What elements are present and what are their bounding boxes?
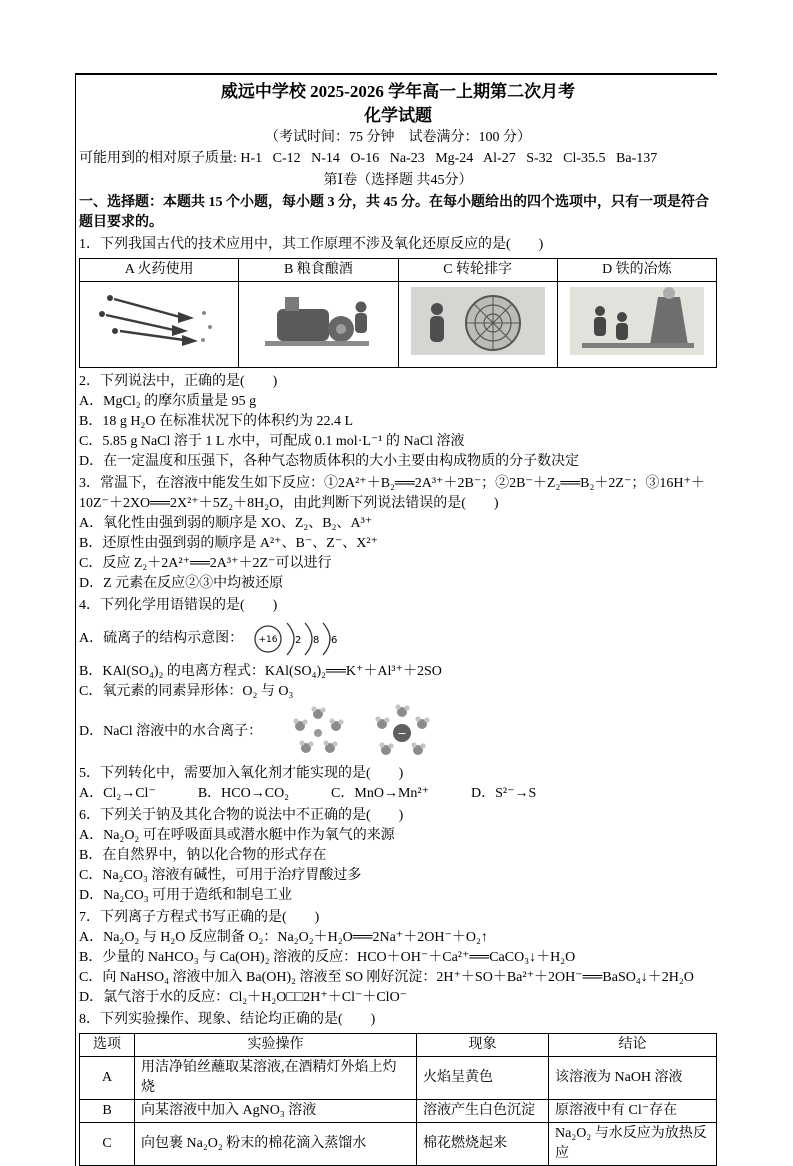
q8-row-c xyxy=(80,1123,717,1166)
q4-option-a-label: A．硫离子的结构示意图： xyxy=(79,631,244,646)
q4-stem: 4．下列化学用语错误的是( ) xyxy=(79,598,278,613)
q8-row-a-option: A xyxy=(80,1057,135,1100)
q6-option-b: B．在自然界中，钠以化合物的形式存在 xyxy=(79,848,327,863)
section-intro: 一、选择题：本题共 15 个小题，每小题 3 分，共 45 分。在每小题给出的四个选项中，只有一项是符合题目要求的。 xyxy=(79,195,709,230)
q6-option-d: D．Na₂CO₃ 可用于造纸和制皂工业 xyxy=(79,888,293,903)
atom-shell-1-label: 2 xyxy=(295,635,302,646)
q7-stem: 7．下列离子方程式书写正确的是( ) xyxy=(79,910,320,925)
q8-stem: 8．下列实验操作、现象、结论均正确的是( ) xyxy=(79,1012,376,1027)
q8-row-c-conclusion: Na₂O₂ 与水反应为放热反应 xyxy=(549,1123,717,1166)
q8-header-operation: 实验操作 xyxy=(135,1034,417,1057)
question-2 xyxy=(79,372,717,472)
q3-option-d: D．Z 元素在反应②③中均被还原 xyxy=(79,576,284,591)
q5-options-line: A．Cl₂→Cl⁻ B．HCO→CO₂ C．MnO→Mn²⁺ D．S²⁻→S xyxy=(79,786,537,801)
q8-header-conclusion: 结论 xyxy=(549,1034,717,1057)
q2-option-a: A．MgCl₂ 的摩尔质量是 95 g xyxy=(79,394,257,409)
question-7 xyxy=(79,908,717,1008)
q1-header-row xyxy=(80,259,717,282)
q6-option-c: C．Na₂CO₃ 溶液有碱性，可用于治疗胃酸过多 xyxy=(79,868,362,883)
q3-stem: 3．常温下，在溶液中能发生如下反应：①2A²⁺＋B₂══2A³⁺＋2B⁻；②2B⁻＋Z₂══B₂＋2Z⁻；③16H⁺＋10Z⁻＋2XO══2X²⁺＋5Z₂＋8H₂O，由此判断下列说法错误的是( ) xyxy=(79,476,705,511)
q1-image-row xyxy=(80,282,717,368)
q8-row-b-phenomenon: 溶液产生白色沉淀 xyxy=(417,1100,549,1123)
q8-row-a-phenomenon: 火焰呈黄色 xyxy=(417,1057,549,1100)
question-4 xyxy=(79,596,717,762)
iron-smelting-image xyxy=(562,283,712,359)
q8-row-a-conclusion: 该溶液为 NaOH 溶液 xyxy=(549,1057,717,1100)
q2-option-d: D．在一定温度和压强下，各种气态物质体积的大小主要由构成物质的分子数决定 xyxy=(79,454,580,469)
q1-option-d-label: D 铁的冶炼 xyxy=(557,259,716,282)
q8-row-c-phenomenon: 棉花燃烧起来 xyxy=(417,1123,549,1166)
atom-shell-2-label: 8 xyxy=(313,635,320,646)
q3-option-b: B．还原性由强到弱的顺序是 A²⁺、B⁻、Z⁻、X²⁺ xyxy=(79,536,378,551)
q1-option-a-label: A 火药使用 xyxy=(80,259,239,282)
q7-option-d: D．氯气溶于水的反应：Cl₂＋H₂O□□2H⁺＋Cl⁻＋ClO⁻ xyxy=(79,990,408,1005)
question-1 xyxy=(79,235,717,368)
atom-shell-3-label: 6 xyxy=(331,635,338,646)
q7-option-a: A．Na₂O₂ 与 H₂O 反应制备 O₂：Na₂O₂＋H₂O══2Na⁺＋2OH⁻＋O₂↑ xyxy=(79,930,488,945)
atom-core-label: +16 xyxy=(258,635,278,645)
question-5 xyxy=(79,764,717,804)
q1-option-b-label: B 粮食酿酒 xyxy=(239,259,398,282)
q8-row-c-option: C xyxy=(80,1123,135,1166)
anion-charge-label: − xyxy=(397,727,407,740)
q8-row-b-conclusion: 原溶液中有 Cl⁻存在 xyxy=(549,1100,717,1123)
q3-option-c: C．反应 Z₂＋2A²⁺══2A³⁺＋2Z⁻可以进行 xyxy=(79,556,332,571)
q1-cell-smelting xyxy=(557,282,716,368)
page-content xyxy=(75,73,717,1166)
q3-option-a: A．氧化性由强到弱的顺序是 XO、Z₂、B₂、A³⁺ xyxy=(79,516,373,531)
question-3 xyxy=(79,474,717,594)
q8-header-phenomenon: 现象 xyxy=(417,1034,549,1057)
hydrated-ions-diagram xyxy=(270,702,460,762)
exam-title: 威远中学校 2025-2026 学年高一上期第二次月考 xyxy=(220,82,576,101)
sulfide-ion-structure-diagram xyxy=(251,616,355,662)
q2-stem: 2．下列说法中，正确的是( ) xyxy=(79,374,278,389)
exam-subtitle: 化学试题 xyxy=(364,106,432,125)
q4-option-d xyxy=(79,702,717,762)
gunpowder-use-image xyxy=(84,283,234,359)
q7-option-c: C．向 NaHSO₄ 溶液中加入 Ba(OH)₂ 溶液至 SO 刚好沉淀：2H⁺＋SO＋Ba²⁺＋2OH⁻══BaSO₄↓＋2H₂O xyxy=(79,970,694,985)
q1-cell-brewing xyxy=(239,282,398,368)
q4-option-c: C．氧元素的同素异形体：O₂ 与 O₃ xyxy=(79,684,294,699)
q1-cell-gunpowder xyxy=(80,282,239,368)
q1-stem: 1．下列我国古代的技术应用中，其工作原理不涉及氧化还原反应的是( ) xyxy=(79,237,544,252)
q2-option-b: B．18 g H₂O 在标准状况下的体积约为 22.4 L xyxy=(79,414,353,429)
q6-option-a: A．Na₂O₂ 可在呼吸面具或潜水艇中作为氧气的来源 xyxy=(79,828,395,843)
q4-option-a xyxy=(79,616,717,662)
q4-option-b: B．KAl(SO₄)₂ 的电离方程式：KAl(SO₄)₂══K⁺＋Al³⁺＋2SO xyxy=(79,664,442,679)
q8-row-a-operation: 用洁净铂丝蘸取某溶液,在酒精灯外焰上灼烧 xyxy=(135,1057,417,1100)
q8-row-b-operation: 向某溶液中加入 AgNO₃ 溶液 xyxy=(135,1100,417,1123)
q8-header-row xyxy=(80,1034,717,1057)
q8-row-a xyxy=(80,1057,717,1100)
q8-row-b-option: B xyxy=(80,1100,135,1123)
q8-header-option: 选项 xyxy=(80,1034,135,1057)
rotary-typesetting-image xyxy=(403,283,553,359)
q8-row-b xyxy=(80,1100,717,1123)
q8-row-c-operation: 向包裹 Na₂O₂ 粉末的棉花滴入蒸馏水 xyxy=(135,1123,417,1166)
q7-option-b: B．少量的 NaHCO₃ 与 Ca(OH)₂ 溶液的反应：HCO＋OH⁻＋Ca²⁺══CaCO₃↓＋H₂O xyxy=(79,950,576,965)
q5-stem: 5．下列转化中，需要加入氧化剂才能实现的是( ) xyxy=(79,766,404,781)
grain-brewing-image xyxy=(243,283,393,359)
q1-options-table xyxy=(79,258,717,368)
q6-stem: 6．下列关于钠及其化合物的说法中不正确的是( ) xyxy=(79,808,404,823)
q2-option-c: C．5.85 g NaCl 溶于 1 L 水中，可配成 0.1 mol·L⁻¹ 的 NaCl 溶液 xyxy=(79,434,465,449)
q1-option-c-label: C 转轮排字 xyxy=(398,259,557,282)
atomic-masses-line: 可能用到的相对原子质量: H-1 C-12 N-14 O-16 Na-23 Mg-24 Al-27 S-32 Cl-35.5 Ba-137 xyxy=(79,151,658,166)
section-title: 第Ⅰ卷（选择题 共45分） xyxy=(323,173,473,188)
question-6 xyxy=(79,806,717,906)
q8-experiment-table xyxy=(79,1033,717,1166)
question-8 xyxy=(79,1010,717,1166)
q1-cell-typesetting xyxy=(398,282,557,368)
exam-info: （考试时间：75 分钟 试卷满分：100 分） xyxy=(265,130,531,145)
q4-option-d-label: D．NaCl 溶液中的水合离子： xyxy=(79,724,263,739)
